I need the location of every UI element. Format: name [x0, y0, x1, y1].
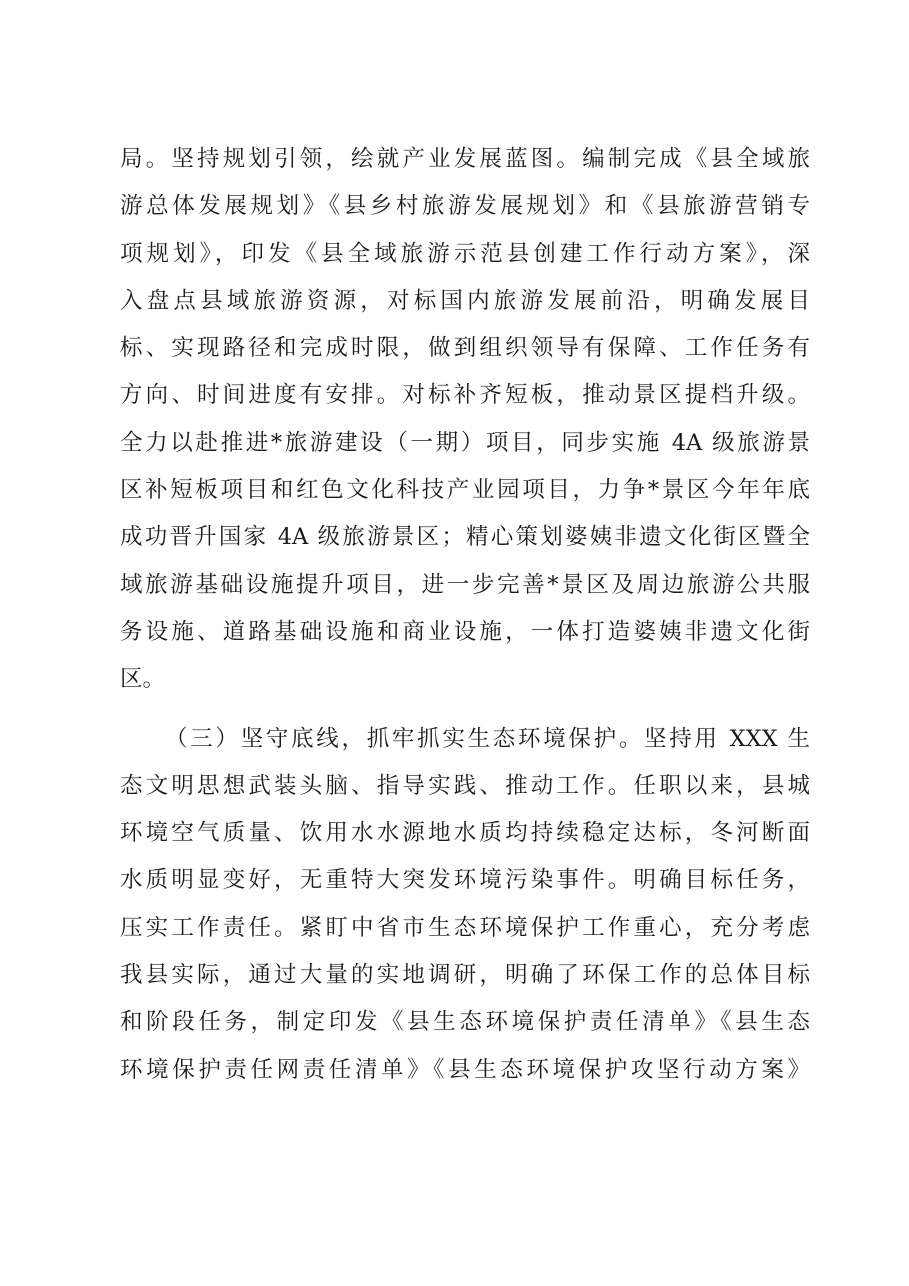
text-line: 环境空气质量、饮用水水源地水质均持续稳定达标，冬河断面: [120, 820, 810, 847]
text-line: 入盘点县域旅游资源，对标国内旅游发展前沿，明确发展目: [120, 287, 810, 314]
section-heading-line: （三）坚守底线，抓牢抓实生态环境保护。坚持用 XXX 生: [165, 725, 810, 752]
paragraph-tourism: [120, 136, 810, 704]
text-line: 方向、时间进度有安排。对标补齐短板，推动景区提档升级。: [120, 382, 810, 409]
text-line: 环境保护责任网责任清单》《县生态环境保护攻坚行动方案》: [120, 1056, 810, 1083]
paragraph-gap: [120, 704, 810, 716]
text-line: 成功晋升国家 4A 级旅游景区；精心策划婆姨非遗文化街区暨全: [120, 524, 810, 551]
text-line: 态文明思想武装头脑、指导实践、推动工作。任职以来，县城: [120, 772, 810, 799]
document-body: [120, 136, 810, 1094]
text-line: 全力以赴推进*旅游建设（一期）项目，同步实施 4A 级旅游景: [120, 429, 810, 456]
text-line: 区。: [120, 666, 166, 693]
text-line: 局。坚持规划引领，绘就产业发展蓝图。编制完成《县全域旅: [120, 146, 810, 172]
text-line: 游总体发展规划》《县乡村旅游发展规划》和《县旅游营销专: [120, 193, 810, 220]
text-line: 我县实际，通过大量的实地调研，明确了环保工作的总体目标: [120, 962, 810, 989]
text-line: 项规划》，印发《县全域旅游示范县创建工作行动方案》，深: [120, 240, 810, 267]
text-line: 务设施、道路基础设施和商业设施，一体打造婆姨非遗文化街: [120, 618, 810, 645]
paragraph-ecology: [120, 716, 810, 1094]
text-line: 区补短板项目和红色文化科技产业园项目，力争*景区今年年底: [120, 477, 810, 504]
text-line: 域旅游基础设施提升项目，进一步完善*景区及周边旅游公共服: [120, 571, 810, 598]
text-line: 水质明显变好，无重特大突发环境污染事件。明确目标任务，: [120, 867, 810, 894]
text-line: 和阶段任务，制定印发《县生态环境保护责任清单》《县生态: [120, 1009, 810, 1036]
text-line: 压实工作责任。紧盯中省市生态环境保护工作重心，充分考虑: [120, 914, 810, 941]
text-line: 标、实现路径和完成时限，做到组织领导有保障、工作任务有: [120, 335, 810, 362]
